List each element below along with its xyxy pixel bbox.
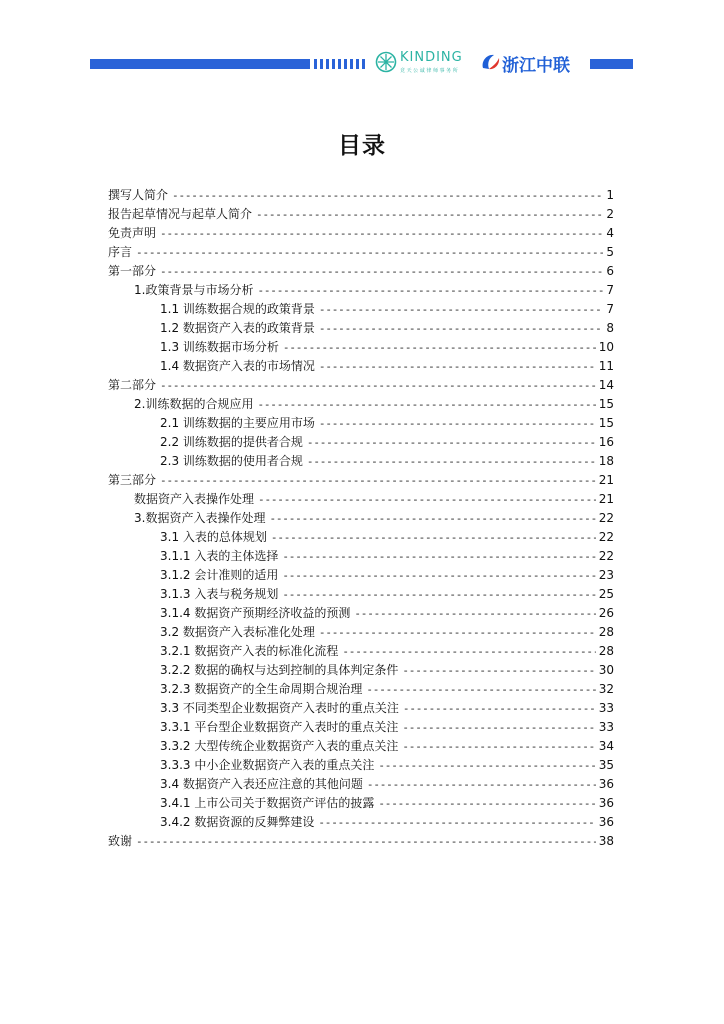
toc-entry[interactable] <box>108 775 614 794</box>
toc-entry-page-number: 7 <box>606 283 614 297</box>
toc-leader-dashes <box>402 718 595 737</box>
toc-entry[interactable] <box>108 737 614 756</box>
toc-entry[interactable] <box>108 395 614 414</box>
toc-entry[interactable] <box>108 528 614 547</box>
toc-entry[interactable] <box>108 414 614 433</box>
toc-leader-dashes <box>319 623 596 642</box>
toc-entry[interactable] <box>108 205 614 224</box>
zhonglian-logo-text: 浙江中联 <box>502 56 570 76</box>
toc-entry-page-number: 32 <box>598 682 614 696</box>
toc-leader-dashes <box>256 205 603 224</box>
toc-entry-page-number: 35 <box>598 758 614 772</box>
toc-entry-page-number: 28 <box>598 644 614 658</box>
toc-leader-dashes <box>257 395 595 414</box>
toc-entry-page-number: 36 <box>598 815 614 829</box>
toc-leader-dashes <box>366 680 595 699</box>
toc-entry[interactable] <box>108 300 614 319</box>
toc-entry-title: 3.1.2 会计准则的适用 <box>160 568 279 582</box>
toc-entry[interactable] <box>108 699 614 718</box>
zhonglian-logo-icon <box>480 52 502 72</box>
toc-entry[interactable] <box>108 680 614 699</box>
toc-leader-dashes <box>378 756 595 775</box>
toc-entry[interactable] <box>108 718 614 737</box>
toc-entry-page-number: 18 <box>598 454 614 468</box>
toc-entry-title: 1.1 训练数据合规的政策背景 <box>160 302 315 316</box>
toc-entry-page-number: 1 <box>606 188 614 202</box>
toc-leader-dashes <box>258 490 596 509</box>
toc-entry-page-number: 22 <box>598 549 614 563</box>
header-bar-right <box>590 59 633 69</box>
toc-leader-dashes <box>160 262 603 281</box>
toc-entry-title: 3.2.3 数据资产的全生命周期合规治理 <box>160 682 363 696</box>
toc-entry-title: 撰写人简介 <box>108 188 169 202</box>
toc-entry[interactable] <box>108 509 614 528</box>
toc-entry-page-number: 23 <box>598 568 614 582</box>
toc-entry-title: 2.2 训练数据的提供者合规 <box>160 435 303 449</box>
toc-leader-dashes <box>307 433 596 452</box>
kinding-tagline: 竞 天 公 诚 律 师 事 务 所 <box>400 68 458 74</box>
toc-leader-dashes <box>319 300 603 319</box>
toc-entry-title: 3.3.1 平台型企业数据资产入表时的重点关注 <box>160 720 399 734</box>
toc-entry-page-number: 11 <box>598 359 614 373</box>
toc-entry[interactable] <box>108 281 614 300</box>
toc-entry[interactable] <box>108 794 614 813</box>
toc-entry-title: 3.4 数据资产入表还应注意的其他问题 <box>160 777 363 791</box>
toc-entry-page-number: 5 <box>606 245 614 259</box>
toc-entry-title: 报告起草情况与起草人简介 <box>108 207 253 221</box>
header-bar-left <box>90 59 310 69</box>
toc-entry[interactable] <box>108 262 614 281</box>
toc-entry-title: 2.1 训练数据的主要应用市场 <box>160 416 315 430</box>
toc-entry-page-number: 8 <box>606 321 614 335</box>
toc-entry-title: 2.训练数据的合规应用 <box>134 397 254 411</box>
toc-leader-dashes <box>307 452 596 471</box>
toc-entry-title: 免责声明 <box>108 226 157 240</box>
toc-entry[interactable] <box>108 585 614 604</box>
toc-leader-dashes <box>282 585 595 604</box>
toc-leader-dashes <box>136 243 603 262</box>
toc-entry-page-number: 6 <box>606 264 614 278</box>
toc-leader-dashes <box>318 813 595 832</box>
toc-entry[interactable] <box>108 186 614 205</box>
toc-entry[interactable] <box>108 433 614 452</box>
toc-entry[interactable] <box>108 566 614 585</box>
toc-entry[interactable] <box>108 604 614 623</box>
toc-leader-dashes <box>160 471 596 490</box>
toc-entry[interactable] <box>108 243 614 262</box>
toc-entry-page-number: 30 <box>598 663 614 677</box>
toc-leader-dashes <box>378 794 595 813</box>
toc-entry[interactable] <box>108 832 614 851</box>
toc-entry-page-number: 33 <box>598 701 614 715</box>
toc-entry-title: 3.3 不同类型企业数据资产入表时的重点关注 <box>160 701 399 715</box>
toc-entry[interactable] <box>108 642 614 661</box>
toc-entry[interactable] <box>108 357 614 376</box>
toc-entry-title: 3.3.2 大型传统企业数据资产入表的重点关注 <box>160 739 399 753</box>
toc-entry[interactable] <box>108 319 614 338</box>
toc-entry-page-number: 33 <box>598 720 614 734</box>
table-of-contents <box>108 186 614 851</box>
toc-entry-title: 1.2 数据资产入表的政策背景 <box>160 321 315 335</box>
toc-entry-title: 1.4 数据资产入表的市场情况 <box>160 359 315 373</box>
toc-leader-dashes <box>402 661 595 680</box>
toc-leader-dashes <box>354 604 595 623</box>
kinding-logo <box>375 50 475 78</box>
toc-entry-title: 1.3 训练数据市场分析 <box>160 340 279 354</box>
toc-entry-page-number: 36 <box>598 796 614 810</box>
toc-entry-page-number: 2 <box>606 207 614 221</box>
toc-entry-page-number: 26 <box>598 606 614 620</box>
toc-entry[interactable] <box>108 452 614 471</box>
toc-entry-page-number: 15 <box>598 416 614 430</box>
toc-entry[interactable] <box>108 224 614 243</box>
toc-entry-page-number: 22 <box>598 530 614 544</box>
toc-entry-title: 3.2.1 数据资产入表的标准化流程 <box>160 644 339 658</box>
toc-entry-page-number: 15 <box>598 397 614 411</box>
toc-leader-dashes <box>367 775 596 794</box>
toc-entry-page-number: 25 <box>598 587 614 601</box>
toc-entry-page-number: 14 <box>598 378 614 392</box>
toc-entry-title: 3.2.2 数据的确权与达到控制的具体判定条件 <box>160 663 399 677</box>
toc-entry[interactable] <box>108 623 614 642</box>
toc-leader-dashes <box>257 281 603 300</box>
toc-entry-page-number: 36 <box>598 777 614 791</box>
toc-entry-page-number: 34 <box>598 739 614 753</box>
kinding-logo-icon <box>375 51 397 73</box>
toc-entry-title: 3.1.1 入表的主体选择 <box>160 549 279 563</box>
toc-entry[interactable] <box>108 338 614 357</box>
zhonglian-logo <box>480 50 590 76</box>
toc-entry-title: 3.2 数据资产入表标准化处理 <box>160 625 315 639</box>
toc-entry-title: 3.3.3 中小企业数据资产入表的重点关注 <box>160 758 375 772</box>
toc-leader-dashes <box>271 528 596 547</box>
toc-entry-page-number: 21 <box>598 473 614 487</box>
toc-entry-page-number: 22 <box>598 511 614 525</box>
toc-entry-page-number: 38 <box>598 834 614 848</box>
toc-entry[interactable] <box>108 756 614 775</box>
toc-leader-dashes <box>160 376 596 395</box>
toc-entry-title: 数据资产入表操作处理 <box>134 492 255 506</box>
toc-entry-title: 3.1.3 入表与税务规划 <box>160 587 279 601</box>
toc-title: 目录 <box>338 133 386 159</box>
toc-entry[interactable] <box>108 813 614 832</box>
toc-leader-dashes <box>402 737 595 756</box>
toc-entry-title: 第二部分 <box>108 378 157 392</box>
toc-entry-page-number: 4 <box>606 226 614 240</box>
toc-leader-dashes <box>282 547 595 566</box>
toc-entry-title: 致谢 <box>108 834 133 848</box>
page-header <box>0 0 724 90</box>
toc-entry-title: 序言 <box>108 245 133 259</box>
toc-entry-title: 3.4.1 上市公司关于数据资产评估的披露 <box>160 796 375 810</box>
toc-entry[interactable] <box>108 490 614 509</box>
toc-entry-title: 3.数据资产入表操作处理 <box>134 511 266 525</box>
toc-entry-title: 第三部分 <box>108 473 157 487</box>
toc-entry[interactable] <box>108 376 614 395</box>
toc-entry-title: 1.政策背景与市场分析 <box>134 283 254 297</box>
toc-entry[interactable] <box>108 471 614 490</box>
toc-entry-page-number: 7 <box>606 302 614 316</box>
toc-entry-page-number: 21 <box>598 492 614 506</box>
toc-entry-title: 第一部分 <box>108 264 157 278</box>
kinding-logo-text: KINDING <box>400 50 463 65</box>
toc-leader-dashes <box>160 224 603 243</box>
toc-entry-title: 2.3 训练数据的使用者合规 <box>160 454 303 468</box>
header-stripes <box>314 59 365 69</box>
toc-leader-dashes <box>283 338 596 357</box>
toc-entry[interactable] <box>108 547 614 566</box>
toc-entry-page-number: 10 <box>598 340 614 354</box>
toc-leader-dashes <box>403 699 596 718</box>
toc-entry-title: 3.4.2 数据资源的反舞弊建设 <box>160 815 315 829</box>
toc-leader-dashes <box>172 186 603 205</box>
toc-leader-dashes <box>319 319 603 338</box>
toc-entry[interactable] <box>108 661 614 680</box>
toc-leader-dashes <box>269 509 595 528</box>
toc-leader-dashes <box>136 832 596 851</box>
toc-entry-title: 3.1.4 数据资产预期经济收益的预测 <box>160 606 351 620</box>
toc-leader-dashes <box>319 414 596 433</box>
toc-leader-dashes <box>282 566 595 585</box>
toc-entry-page-number: 28 <box>598 625 614 639</box>
toc-leader-dashes <box>342 642 595 661</box>
toc-entry-page-number: 16 <box>598 435 614 449</box>
toc-entry-title: 3.1 入表的总体规划 <box>160 530 267 544</box>
toc-leader-dashes <box>319 357 596 376</box>
